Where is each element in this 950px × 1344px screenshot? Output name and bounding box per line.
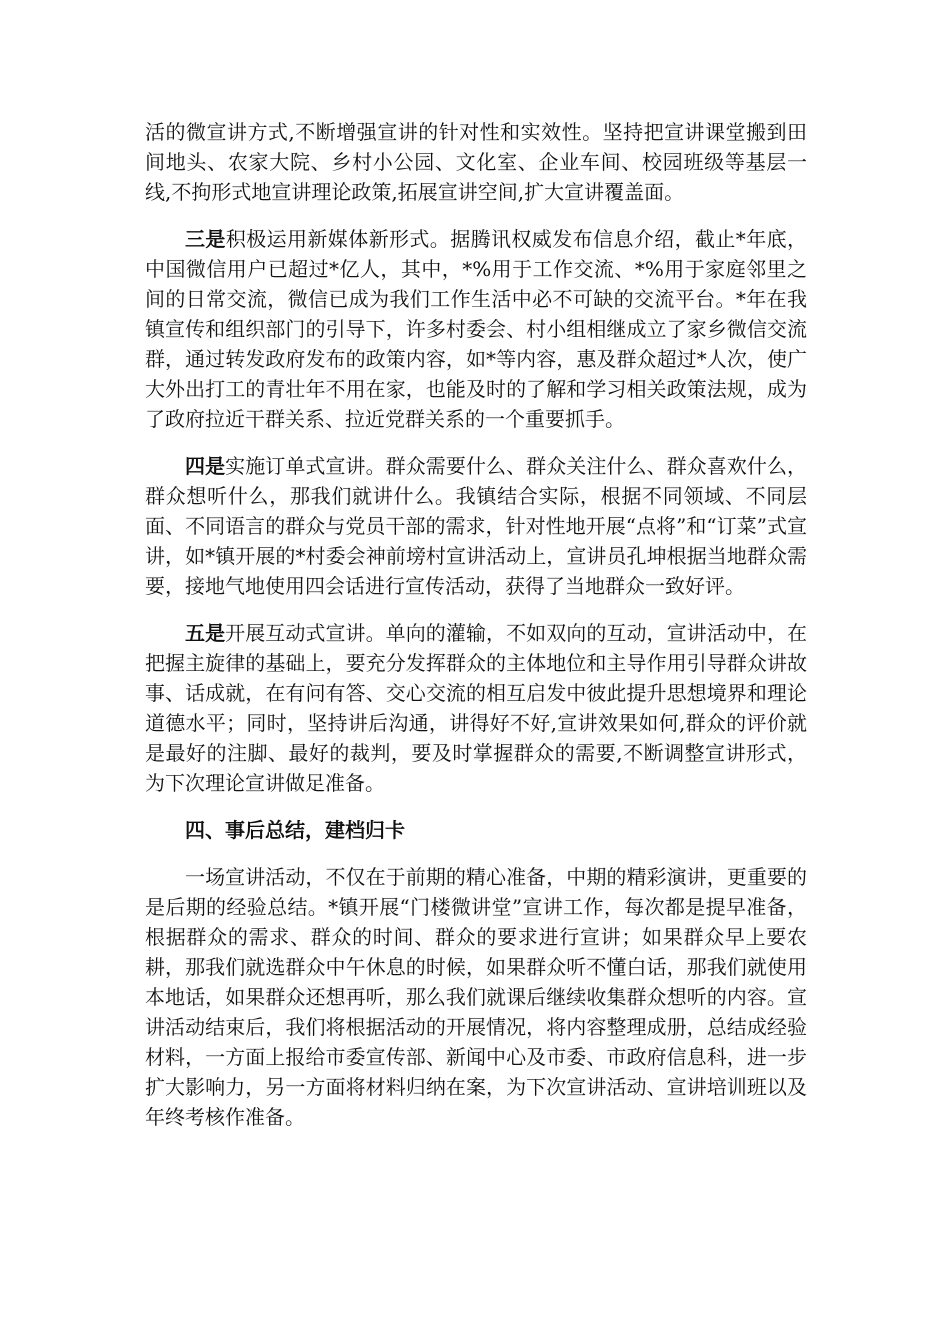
item-4-lead: 四是 bbox=[185, 454, 226, 478]
item-3-lead: 三是 bbox=[185, 227, 226, 251]
item-3-paragraph bbox=[145, 224, 807, 434]
item-3-text: 积极运用新媒体新形式。据腾讯权威发布信息介绍，截止*年底，中国微信用户已超过*亿人，其中，*%用于工作交流、*%用于家庭邻里之间的日常交流，微信已成为我们工作生活中必不可缺的交流平台。*年在我镇宣传和组织部门的引导下，许多村委会、村小组相继成立了家乡微信交流群，通过转发政府发布的政策内容，如*等内容，惠及群众超过*人次，使广大外出打工的青壮年不用在家，也能及时的了解和学习相关政策法规，成为了政府拉近干群关系、拉近党群关系的一个重要抓手。 bbox=[145, 227, 808, 431]
item-5-paragraph bbox=[145, 618, 807, 798]
item-4-text: 实施订单式宣讲。群众需要什么、群众关注什么、群众喜欢什么，群众想听什么，那我们就讲什么。我镇结合实际，根据不同领域、不同层面、不同语言的群众与党员干部的需求，针对性地开展“点将”和“订菜”式宣讲，如*镇开展的*村委会神前塝村宣讲活动上，宣讲员孔坤根据当地群众需要，接地气地使用四会话进行宣传活动，获得了当地群众一致好评。 bbox=[145, 454, 808, 598]
item-5-text: 开展互动式宣讲。单向的灌输，不如双向的互动，宣讲活动中，在把握主旋律的基础上，要充分发挥群众的主体地位和主导作用引导群众讲故事、话成就，在有问有答、交心交流的相互启发中彼此提升思想境界和理论道德水平；同时，坚持讲后沟通，讲得好不好,宣讲效果如何,群众的评价就是最好的注脚、最好的裁判，要及时掌握群众的需要,不断调整宣讲形式，为下次理论宣讲做足准备。 bbox=[145, 621, 808, 795]
continuation-paragraph: 活的微宣讲方式,不断增强宣讲的针对性和实效性。坚持把宣讲课堂搬到田间地头、农家大院、乡村小公园、文化室、企业车间、校园班级等基层一线,不拘形式地宣讲理论政策,拓展宣讲空间,扩大宣讲覆盖面。 bbox=[145, 120, 807, 204]
section-4-paragraph: 一场宣讲活动，不仅在于前期的精心准备，中期的精彩演讲，更重要的是后期的经验总结。*镇开展“门楼微讲堂”宣讲工作，每次都是提早准备，根据群众的需求、群众的时间、群众的要求进行宣讲；如果群众早上要农耕，那我们就选群众中午休息的时候，如果群众听不懂白话，那我们就使用本地话，如果群众还想再听，那么我们就课后继续收集群众想听的内容。宣讲活动结束后，我们将根据活动的开展情况，将内容整理成册，总结成经验材料，一方面上报给市委宣传部、新闻中心及市委、市政府信息科，进一步扩大影响力，另一方面将材料归纳在案，为下次宣讲活动、宣讲培训班以及年终考核作准备。 bbox=[145, 865, 807, 1129]
document-page bbox=[145, 117, 807, 1132]
item-5-lead: 五是 bbox=[185, 621, 226, 645]
item-4-paragraph bbox=[145, 451, 807, 601]
section-4-heading: 四、事后总结，建档归卡 bbox=[185, 818, 405, 842]
